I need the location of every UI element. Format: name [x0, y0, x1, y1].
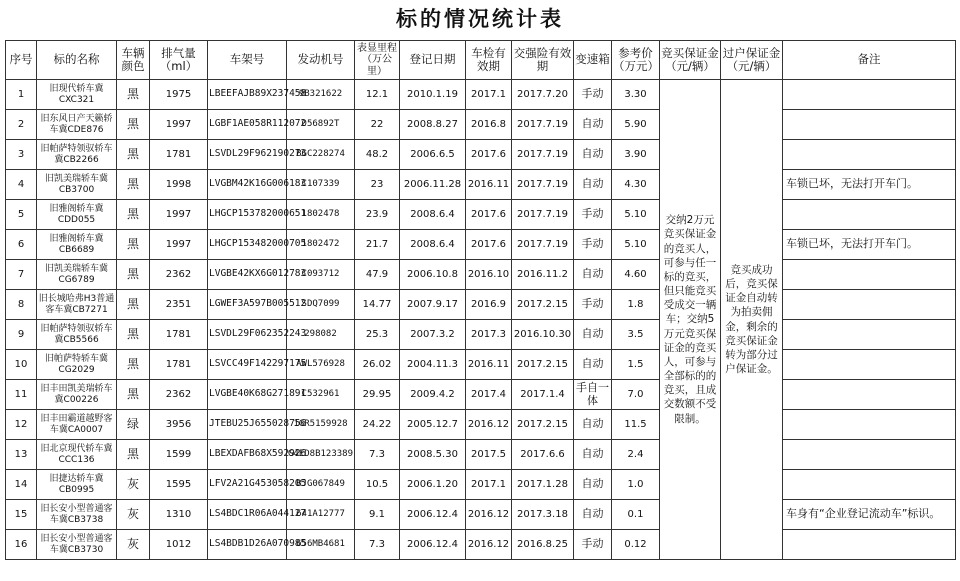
cell-displacement: 1781: [150, 350, 208, 380]
cell-vin: LGBF1AE058R112072: [208, 110, 287, 140]
cell-vin: LS4BDC1R06A044127: [208, 500, 287, 530]
header-note: 备注: [783, 41, 956, 80]
header-insurance: 交强险有效期: [512, 41, 574, 80]
cell-inspection: 2016.11: [466, 170, 512, 200]
cell-displacement: 1997: [150, 230, 208, 260]
cell-mileage: 25.3: [355, 320, 400, 350]
cell-idx: 14: [6, 470, 37, 500]
cell-idx: 4: [6, 170, 37, 200]
cell-name: 旧凯美瑞轿车冀CG6789: [37, 260, 117, 290]
cell-displacement: 3956: [150, 410, 208, 440]
cell-insurance: 2017.7.19: [512, 140, 574, 170]
cell-vin: LBEXDAFB68X592926: [208, 440, 287, 470]
cell-mileage: 10.5: [355, 470, 400, 500]
cell-inspection: 2017.5: [466, 440, 512, 470]
header-name: 标的名称: [37, 41, 117, 80]
cell-note: [783, 350, 956, 380]
cell-name: 旧雅阁轿车冀CDD055: [37, 200, 117, 230]
cell-color: 黑: [117, 320, 150, 350]
table-row: [6, 260, 956, 290]
cell-mileage: 7.3: [355, 440, 400, 470]
cell-inspection: 2016.9: [466, 290, 512, 320]
cell-price: 5.10: [612, 230, 660, 260]
cell-color: 黑: [117, 80, 150, 110]
cell-note: [783, 470, 956, 500]
cell-inspection: 2017.1: [466, 80, 512, 110]
cell-inspection: 2017.6: [466, 230, 512, 260]
cell-name: 旧丰田霸道越野客车冀CA0007: [37, 410, 117, 440]
cell-displacement: 1599: [150, 440, 208, 470]
cell-vin: LFV2A21G453058205: [208, 470, 287, 500]
cell-transmission: 手自一体: [574, 380, 612, 410]
header-color: 车辆颜色: [117, 41, 150, 80]
deposit-rule-cell: 交纳2万元竞买保证金的竞买人，可参与任一标的竞买，但只能竞买受成交一辆车；交纳5万元竞买保证金的竞买人，可参与全部标的的竞买，且成交数额不受限制。: [660, 80, 721, 560]
cell-inspection: 2016.12: [466, 500, 512, 530]
cell-name: 旧凯美瑞轿车冀CB3700: [37, 170, 117, 200]
cell-mileage: 48.2: [355, 140, 400, 170]
cell-transmission: 手动: [574, 80, 612, 110]
cell-engine: 1GR5159928: [287, 410, 355, 440]
cell-displacement: 2362: [150, 380, 208, 410]
cell-name: 旧北京现代轿车冀CCC136: [37, 440, 117, 470]
cell-mileage: 9.1: [355, 500, 400, 530]
cell-transmission: 自动: [574, 500, 612, 530]
table-row: [6, 80, 956, 110]
cell-insurance: 2017.6.6: [512, 440, 574, 470]
cell-color: 黑: [117, 380, 150, 410]
cell-reg-date: 2010.1.19: [400, 80, 466, 110]
cell-idx: 15: [6, 500, 37, 530]
cell-displacement: 1998: [150, 170, 208, 200]
cell-vin: LSVDL29F962190273: [208, 140, 287, 170]
cell-transmission: 手动: [574, 290, 612, 320]
table-row: [6, 140, 956, 170]
cell-transmission: 自动: [574, 350, 612, 380]
header-engine: 发动机号: [287, 41, 355, 80]
cell-note: [783, 260, 956, 290]
cell-color: 黑: [117, 350, 150, 380]
cell-transmission: 自动: [574, 260, 612, 290]
cell-color: 黑: [117, 170, 150, 200]
cell-idx: 5: [6, 200, 37, 230]
header-inspection: 车检有效期: [466, 41, 512, 80]
table-row: [6, 110, 956, 140]
cell-reg-date: 2006.6.5: [400, 140, 466, 170]
cell-insurance: 2016.10.30: [512, 320, 574, 350]
cell-insurance: 2017.1.28: [512, 470, 574, 500]
cell-color: 灰: [117, 470, 150, 500]
page-title: 标的情况统计表: [396, 7, 564, 31]
cell-displacement: 1997: [150, 110, 208, 140]
cell-idx: 8: [6, 290, 37, 320]
cell-vin: LHGCP153482000705: [208, 230, 287, 260]
cell-color: 黑: [117, 440, 150, 470]
cell-displacement: 1997: [150, 200, 208, 230]
cell-vin: LS4BDB1D26A070985: [208, 530, 287, 560]
cell-color: 灰: [117, 530, 150, 560]
cell-vin: LVGBE42KX6G012783: [208, 260, 287, 290]
cell-reg-date: 2006.12.4: [400, 530, 466, 560]
table-row: [6, 500, 956, 530]
cell-transmission: 自动: [574, 440, 612, 470]
header-deposit: 竞买保证金（元/辆）: [660, 41, 721, 80]
cell-inspection: 2016.10: [466, 260, 512, 290]
cell-transmission: 自动: [574, 170, 612, 200]
cell-inspection: 2017.6: [466, 200, 512, 230]
cell-name: 旧雅阁轿车冀CB6689: [37, 230, 117, 260]
cell-mileage: 14.77: [355, 290, 400, 320]
cell-insurance: 2017.2.15: [512, 410, 574, 440]
cell-idx: 3: [6, 140, 37, 170]
cell-vin: LVGBE40K68G271891: [208, 380, 287, 410]
table-row: [6, 200, 956, 230]
cell-note: 车锁已坏，无法打开车门。: [783, 230, 956, 260]
cell-vin: LHGCP153782000651: [208, 200, 287, 230]
cell-engine: C093712: [287, 260, 355, 290]
cell-note: [783, 200, 956, 230]
cell-mileage: 7.3: [355, 530, 400, 560]
cell-engine: SDQ7099: [287, 290, 355, 320]
cell-reg-date: 2008.5.30: [400, 440, 466, 470]
cell-displacement: 1781: [150, 140, 208, 170]
cell-mileage: 23.9: [355, 200, 400, 230]
header-vin: 车架号: [208, 41, 287, 80]
cell-insurance: 2017.2.15: [512, 290, 574, 320]
cell-price: 4.60: [612, 260, 660, 290]
cell-displacement: 2362: [150, 260, 208, 290]
cell-inspection: 2017.3: [466, 320, 512, 350]
cell-vin: LVGBM42K16G006183: [208, 170, 287, 200]
cell-price: 11.5: [612, 410, 660, 440]
cell-reg-date: 2008.6.4: [400, 200, 466, 230]
cell-price: 5.90: [612, 110, 660, 140]
cell-transmission: 自动: [574, 110, 612, 140]
cell-price: 3.90: [612, 140, 660, 170]
cell-engine: 1802478: [287, 200, 355, 230]
cell-engine: AWL576928: [287, 350, 355, 380]
cell-transmission: 自动: [574, 140, 612, 170]
cell-insurance: 2017.7.20: [512, 80, 574, 110]
header-transfer: 过户保证金（元/辆）: [721, 41, 783, 80]
cell-engine: 656MB4681: [287, 530, 355, 560]
table-row: [6, 380, 956, 410]
cell-name: 旧长城哈弗H3普通客车冀CB7271: [37, 290, 117, 320]
cell-displacement: 1012: [150, 530, 208, 560]
table-row: [6, 410, 956, 440]
cell-mileage: 29.95: [355, 380, 400, 410]
vehicle-table: [5, 40, 956, 560]
table-row: [6, 470, 956, 500]
cell-mileage: 23: [355, 170, 400, 200]
cell-idx: 7: [6, 260, 37, 290]
cell-note: [783, 380, 956, 410]
table-row: [6, 440, 956, 470]
cell-color: 绿: [117, 410, 150, 440]
cell-transmission: 自动: [574, 320, 612, 350]
table-row: [6, 290, 956, 320]
table-row: [6, 530, 956, 560]
cell-inspection: 2017.4: [466, 380, 512, 410]
cell-color: 黑: [117, 110, 150, 140]
cell-reg-date: 2007.3.2: [400, 320, 466, 350]
cell-engine: 056892T: [287, 110, 355, 140]
cell-idx: 1: [6, 80, 37, 110]
cell-reg-date: 2007.9.17: [400, 290, 466, 320]
cell-idx: 12: [6, 410, 37, 440]
transfer-rule-cell: 竞买成功后，竞买保证金自动转为拍卖佣金，剩余的竞买保证金转为部分过户保证金。: [721, 80, 783, 560]
cell-note: [783, 140, 956, 170]
cell-mileage: 22: [355, 110, 400, 140]
cell-reg-date: 2005.12.7: [400, 410, 466, 440]
cell-displacement: 2351: [150, 290, 208, 320]
cell-reg-date: 2004.11.3: [400, 350, 466, 380]
cell-mileage: 12.1: [355, 80, 400, 110]
cell-transmission: 手动: [574, 200, 612, 230]
cell-name: 旧帕萨特领驭轿车冀CB2266: [37, 140, 117, 170]
cell-vin: LSVCC49F142297175: [208, 350, 287, 380]
header-reg-date: 登记日期: [400, 41, 466, 80]
cell-mileage: 26.02: [355, 350, 400, 380]
cell-vin: LGWEF3A597B005512: [208, 290, 287, 320]
cell-engine: BJG067849: [287, 470, 355, 500]
header-row: [6, 41, 956, 80]
cell-insurance: 2017.2.15: [512, 350, 574, 380]
cell-price: 1.0: [612, 470, 660, 500]
cell-note: 车锁已坏，无法打开车门。: [783, 170, 956, 200]
cell-note: [783, 410, 956, 440]
table-row: [6, 230, 956, 260]
cell-color: 黑: [117, 260, 150, 290]
cell-insurance: 2017.7.19: [512, 170, 574, 200]
table-row: [6, 320, 956, 350]
cell-price: 7.0: [612, 380, 660, 410]
cell-inspection: 2016.12: [466, 410, 512, 440]
cell-note: [783, 290, 956, 320]
cell-transmission: 自动: [574, 410, 612, 440]
cell-color: 黑: [117, 230, 150, 260]
cell-displacement: 1781: [150, 320, 208, 350]
cell-price: 0.1: [612, 500, 660, 530]
cell-price: 0.12: [612, 530, 660, 560]
cell-inspection: 2016.11: [466, 350, 512, 380]
cell-insurance: 2017.7.19: [512, 200, 574, 230]
cell-engine: C532961: [287, 380, 355, 410]
header-mileage: 表显里程（万公里）: [355, 41, 400, 80]
header-displacement: 排气量（ml）: [150, 41, 208, 80]
cell-reg-date: 2006.10.8: [400, 260, 466, 290]
header-price: 参考价（万元）: [612, 41, 660, 80]
cell-name: 旧帕萨特领驭轿车冀CB5566: [37, 320, 117, 350]
cell-engine: 9B321622: [287, 80, 355, 110]
table-row: [6, 350, 956, 380]
cell-inspection: 2017.6: [466, 140, 512, 170]
cell-price: 1.8: [612, 290, 660, 320]
cell-name: 旧长安小型普通客车冀CB3730: [37, 530, 117, 560]
cell-engine: BGC228274: [287, 140, 355, 170]
cell-price: 2.4: [612, 440, 660, 470]
cell-displacement: 1310: [150, 500, 208, 530]
cell-insurance: 2017.7.19: [512, 110, 574, 140]
cell-name: 旧捷达轿车冀CB0995: [37, 470, 117, 500]
cell-mileage: 24.22: [355, 410, 400, 440]
cell-price: 3.5: [612, 320, 660, 350]
cell-name: 旧丰田凯美瑞轿车 冀C00226: [37, 380, 117, 410]
cell-displacement: 1975: [150, 80, 208, 110]
cell-vin: LBEEFAJB89X237458: [208, 80, 287, 110]
cell-price: 4.30: [612, 170, 660, 200]
cell-mileage: 47.9: [355, 260, 400, 290]
cell-idx: 10: [6, 350, 37, 380]
cell-idx: 16: [6, 530, 37, 560]
cell-idx: 2: [6, 110, 37, 140]
cell-transmission: 自动: [574, 470, 612, 500]
cell-note: [783, 110, 956, 140]
table-row: [6, 170, 956, 200]
cell-vin: LSVDL29F062352243: [208, 320, 287, 350]
cell-inspection: 2017.1: [466, 470, 512, 500]
cell-color: 灰: [117, 500, 150, 530]
cell-color: 黑: [117, 200, 150, 230]
cell-insurance: 2017.3.18: [512, 500, 574, 530]
cell-reg-date: 2008.6.4: [400, 230, 466, 260]
cell-transmission: 手动: [574, 230, 612, 260]
cell-inspection: 2016.12: [466, 530, 512, 560]
cell-engine: G4ED8B123389: [287, 440, 355, 470]
cell-idx: 9: [6, 320, 37, 350]
cell-price: 5.10: [612, 200, 660, 230]
cell-note: [783, 320, 956, 350]
cell-vin: JTEBU25J655028756: [208, 410, 287, 440]
cell-reg-date: 2009.4.2: [400, 380, 466, 410]
cell-name: 旧现代轿车冀CXC321: [37, 80, 117, 110]
cell-reg-date: 2008.8.27: [400, 110, 466, 140]
cell-idx: 11: [6, 380, 37, 410]
cell-note: 车身有“企业登记流动车”标识。: [783, 500, 956, 530]
cell-insurance: 2016.8.25: [512, 530, 574, 560]
cell-insurance: 2017.1.4: [512, 380, 574, 410]
header-idx: 序号: [6, 41, 37, 80]
cell-note: [783, 530, 956, 560]
cell-idx: 13: [6, 440, 37, 470]
cell-engine: 298082: [287, 320, 355, 350]
cell-engine: 1802472: [287, 230, 355, 260]
cell-mileage: 21.7: [355, 230, 400, 260]
cell-name: 旧东风日产天籁轿车冀CDE876: [37, 110, 117, 140]
cell-transmission: 手动: [574, 530, 612, 560]
cell-engine: 641A12777: [287, 500, 355, 530]
cell-color: 黑: [117, 290, 150, 320]
cell-name: 旧长安小型普通客车冀CB3738: [37, 500, 117, 530]
cell-reg-date: 2006.11.28: [400, 170, 466, 200]
cell-reg-date: 2006.12.4: [400, 500, 466, 530]
cell-engine: C107339: [287, 170, 355, 200]
cell-reg-date: 2006.1.20: [400, 470, 466, 500]
cell-displacement: 1595: [150, 470, 208, 500]
cell-name: 旧帕萨特轿车冀CG2029: [37, 350, 117, 380]
cell-note: [783, 440, 956, 470]
cell-note: [783, 80, 956, 110]
header-transmission: 变速箱: [574, 41, 612, 80]
cell-price: 3.30: [612, 80, 660, 110]
cell-price: 1.5: [612, 350, 660, 380]
cell-idx: 6: [6, 230, 37, 260]
cell-insurance: 2017.7.19: [512, 230, 574, 260]
cell-insurance: 2016.11.2: [512, 260, 574, 290]
cell-inspection: 2016.8: [466, 110, 512, 140]
cell-color: 黑: [117, 140, 150, 170]
